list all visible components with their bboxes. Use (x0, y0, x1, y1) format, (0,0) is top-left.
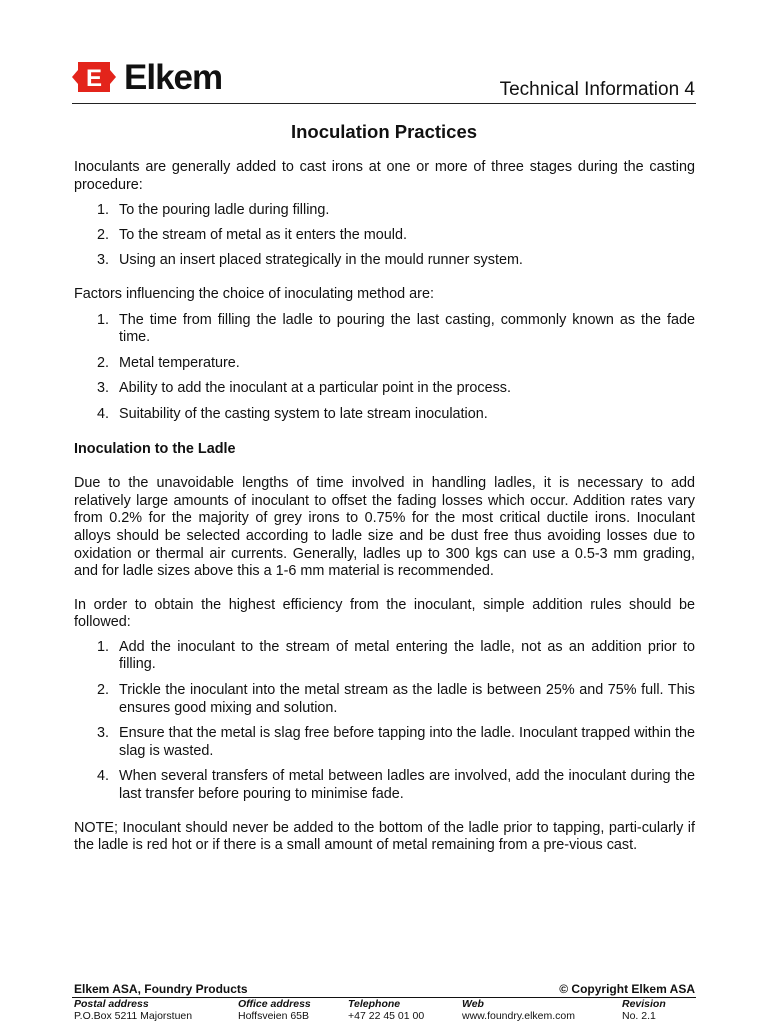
list-item: 2. Trickle the inoculant into the metal stream as the ladle is between 25% and 75% full. This ensures good mixing and solution. (97, 682, 695, 716)
list-item: 3. Ensure that the metal is slag free before tapping into the ladle. Inoculant trapped within the slag is wasted. (97, 725, 695, 759)
list-item: 1. To the pouring ladle during filling. (97, 202, 330, 219)
elkem-logo-mark-icon (72, 56, 116, 98)
elkem-logo (72, 56, 242, 98)
rules-intro: In order to obtain the highest efficiency from the inoculant, simple addition rules should be followed: (74, 596, 695, 631)
header-divider (72, 103, 696, 104)
footer-revision (622, 998, 666, 1022)
footer-web (462, 998, 575, 1022)
page-title: Inoculation Practices (290, 121, 478, 142)
footer-phone-label: Telephone (348, 998, 401, 1010)
footer-postal-label: Postal address (74, 998, 149, 1010)
list-item: 3. Using an insert placed strategically in the mould runner system. (97, 252, 523, 269)
footer-web-label: Web (462, 998, 484, 1010)
list-item: 4. Suitability of the casting system to late stream inoculation. (97, 405, 488, 422)
intro-paragraph: Inoculants are generally added to cast irons at one or more of three stages during the casting procedure: (74, 159, 695, 193)
list-item: 2. Metal temperature. (97, 354, 240, 371)
section-heading: Inoculation to the Ladle (74, 440, 236, 457)
stages-list (74, 202, 695, 270)
list-item: 1. Add the inoculant to the stream of metal entering the ladle, not as an addition prior to filling. (97, 638, 695, 673)
footer-postal (74, 998, 192, 1022)
footer-web-link[interactable]: www.foundry.elkem.com (462, 1010, 576, 1022)
document-type: Technical Information 4 (499, 79, 695, 100)
svg-text:E: E (85, 65, 103, 92)
list-item: 1. The time from filling the ladle to pouring the last casting, commonly known as the fade time. (97, 311, 695, 346)
document-body (74, 159, 695, 855)
note-paragraph: NOTE; Inoculant should never be added to the bottom of the ladle prior to tapping, parti-cularly if the ladle is red hot or if there is a small amount of metal remaining from a pre-vious cast. (74, 819, 695, 854)
footer-office-value: Hoffsveien 65B (238, 1010, 310, 1022)
footer-phone-value: +47 22 45 01 00 (348, 1010, 425, 1022)
factors-intro: Factors influencing the choice of inoculating method are: (74, 285, 434, 302)
footer-postal-value: P.O.Box 5211 Majorstuen (74, 1010, 193, 1022)
factors-list (74, 312, 695, 424)
footer-office (238, 998, 311, 1022)
list-item: 3. Ability to add the inoculant at a particular point in the process. (97, 380, 511, 397)
rules-list (74, 639, 695, 804)
footer-copyright: © Copyright Elkem ASA (559, 982, 695, 996)
footer-revision-value: No. 2.1 (622, 1010, 656, 1022)
footer-revision-label: Revision (622, 998, 666, 1010)
footer-office-label: Office address (238, 998, 311, 1010)
list-item: 2. To the stream of metal as it enters the mould. (97, 227, 407, 244)
footer-company: Elkem ASA, Foundry Products (74, 982, 248, 996)
logo-wordmark: Elkem (124, 58, 223, 97)
footer-phone (348, 998, 424, 1022)
list-item: 4. When several transfers of metal between ladles are involved, add the inoculant during the last transfer before pouring to minimise fade. (97, 768, 695, 803)
ladle-paragraph: Due to the unavoidable lengths of time involved in handling ladles, it is necessary to add relatively large amounts of inoculant to offset the fading losses which occur. Addition rates vary from 0.2% for the majority of grey irons to 0.75% for the most critical ductile irons. Inoculant alloys should be selected according to ladle size and be dust free thus avoiding losses due to oxidation or thermal air currents. Generally, ladles up to 300 kgs can use a 0.5-3 mm grading, and for ladle sizes above this a 1-6 mm material is recommended. (74, 475, 695, 580)
